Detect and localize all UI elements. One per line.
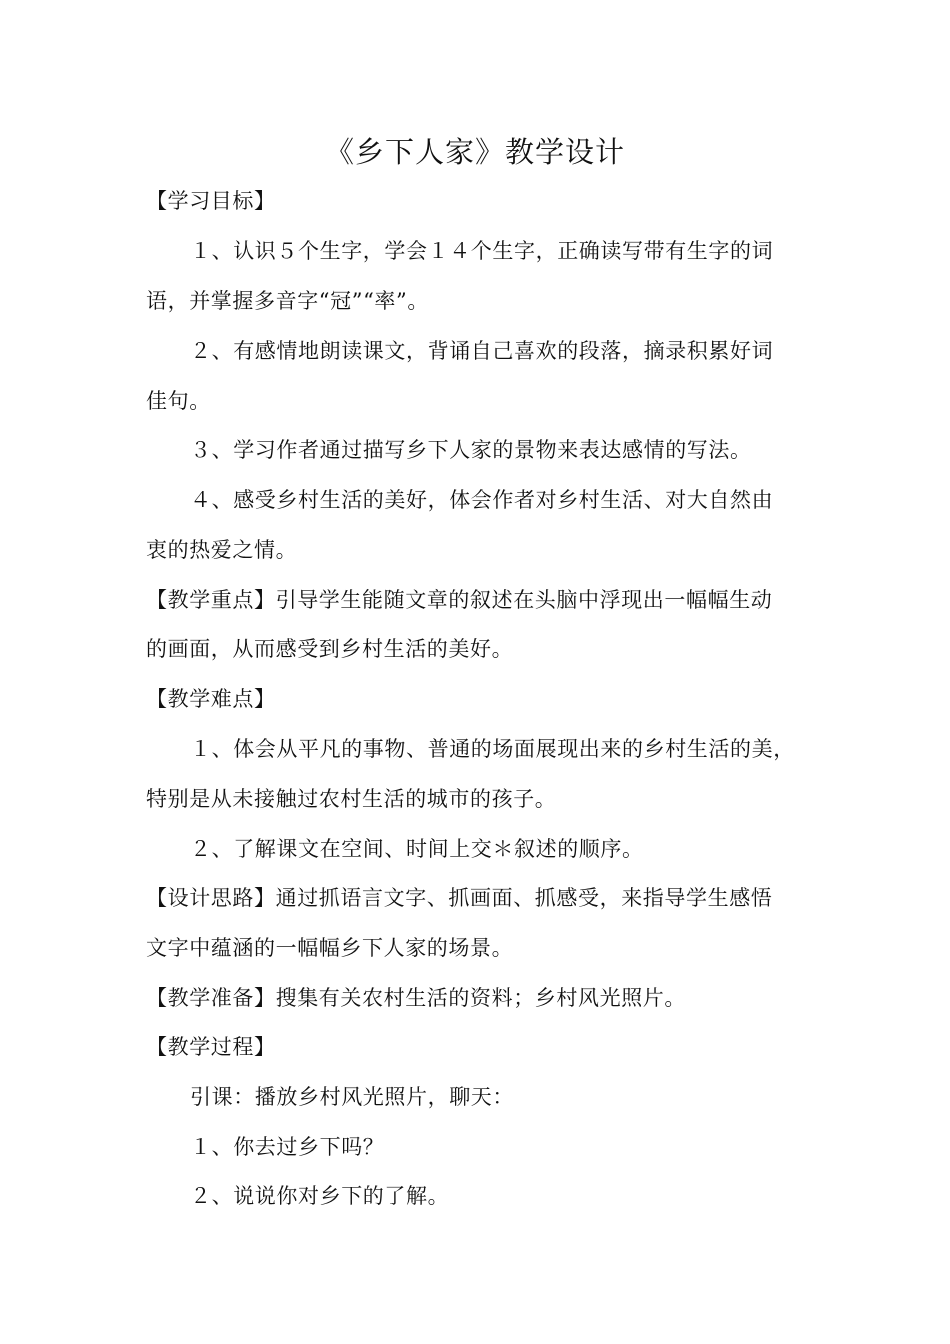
teaching-preparation: 【教学准备】搜集有关农村生活的资料；乡村风光照片。 [146, 986, 686, 1010]
section-heading-process: 【教学过程】 [146, 1035, 276, 1059]
difficulty-2: ２、了解课文在空间、时间上交＊叙述的顺序。 [190, 837, 644, 861]
goal-4-line-2: 衷的热爱之情。 [146, 538, 298, 562]
teaching-focus-line-2: 的画面，从而感受到乡村生活的美好。 [146, 637, 514, 661]
goal-3: ３、学习作者通过描写乡下人家的景物来表达感情的写法。 [190, 438, 752, 462]
process-intro: 引课：播放乡村风光照片，聊天： [190, 1085, 514, 1109]
process-question-2: ２、说说你对乡下的了解。 [190, 1184, 450, 1208]
goal-1-line-2: 语，并掌握多音字“冠”“率”。 [146, 289, 429, 313]
design-idea-line-1: 【设计思路】通过抓语言文字、抓画面、抓感受，来指导学生感悟 [146, 886, 773, 910]
goal-4-line-1: ４、感受乡村生活的美好，体会作者对乡村生活、对大自然由 [190, 488, 774, 512]
process-question-1: １、你去过乡下吗？ [190, 1135, 385, 1159]
design-idea-line-2: 文字中蕴涵的一幅幅乡下人家的场景。 [146, 936, 514, 960]
goal-2-line-2: 佳句。 [146, 389, 211, 413]
goal-1-line-1: １、认识５个生字，学会１４个生字，正确读写带有生字的词 [190, 239, 774, 263]
section-heading-learning-goals: 【学习目标】 [146, 189, 276, 213]
difficulty-1-line-1: １、体会从平凡的事物、普通的场面展现出来的乡村生活的美， [190, 737, 795, 761]
document-title: 《乡下人家》教学设计 [324, 135, 625, 169]
goal-2-line-1: ２、有感情地朗读课文，背诵自己喜欢的段落，摘录积累好词 [190, 339, 774, 363]
section-heading-difficulties: 【教学难点】 [146, 687, 276, 711]
difficulty-1-line-2: 特别是从未接触过农村生活的城市的孩子。 [146, 787, 557, 811]
teaching-focus-line-1: 【教学重点】引导学生能随文章的叙述在头脑中浮现出一幅幅生动 [146, 588, 773, 612]
